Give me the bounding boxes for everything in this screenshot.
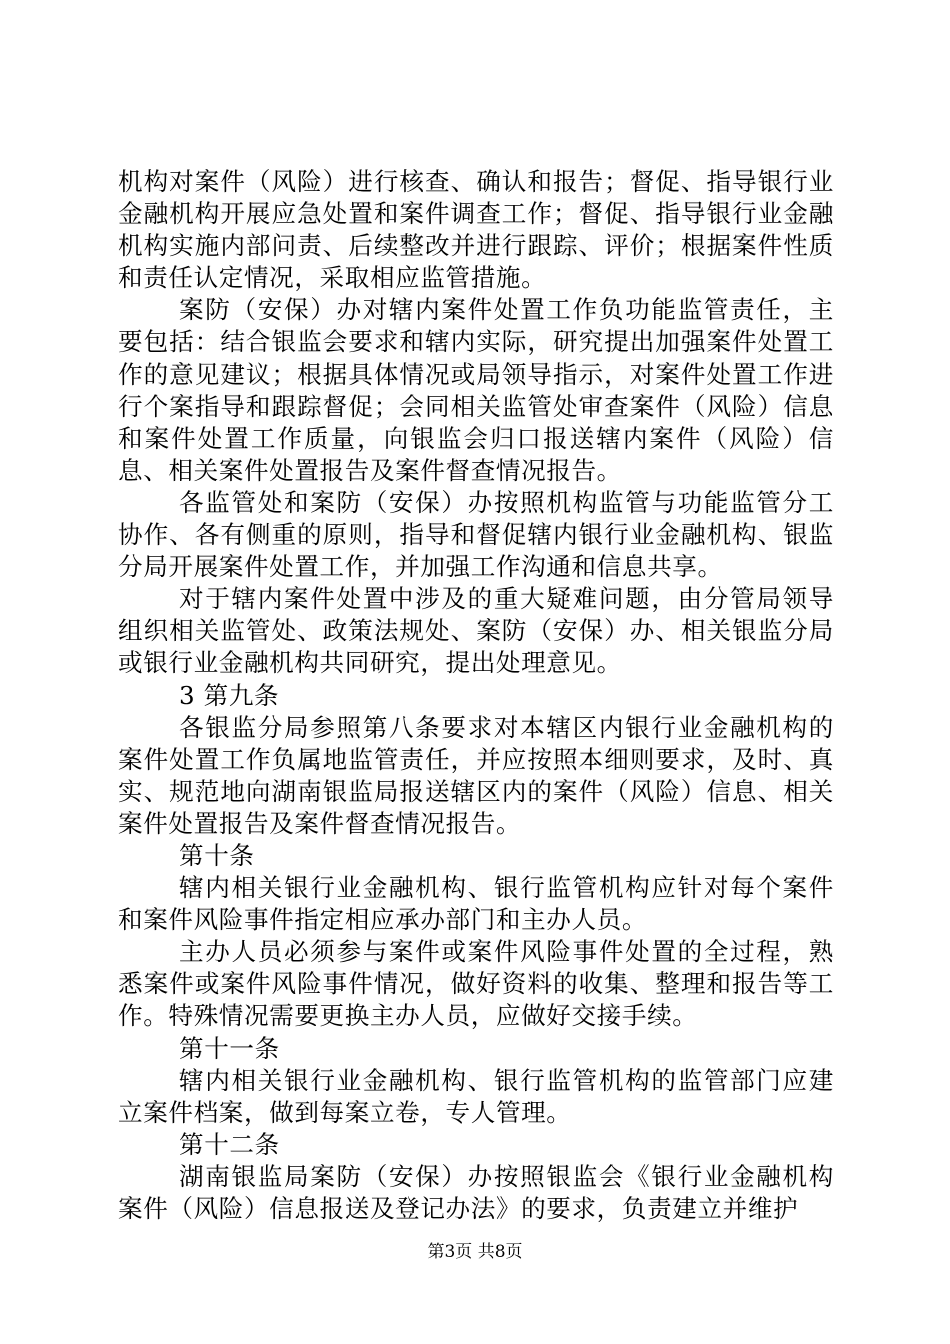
page-number-footer: 第3页 共8页 bbox=[427, 1242, 523, 1262]
article-heading: 第十一条 bbox=[179, 1033, 280, 1063]
paragraph: 各监管处和案防（安保）办按照机构监管与功能监管分工协作、各有侧重的原则，指导和督促辖内银行业金融机构、银监分局开展案件处置工作，并加强工作沟通和信息共享。 bbox=[118, 487, 834, 582]
paragraph: 对于辖内案件处置中涉及的重大疑难问题，由分管局领导组织相关监管处、政策法规处、案防（安保）办、相关银监分局或银行业金融机构共同研究，提出处理意见。 bbox=[118, 584, 834, 678]
paragraph: 湖南银监局案防（安保）办按照银监会《银行业金融机构案件（风险）信息报送及登记办法》的要求，负责建立并维护 bbox=[118, 1161, 834, 1223]
paragraph: 案防（安保）办对辖内案件处置工作负功能监管责任，主要包括：结合银监会要求和辖内实际，研究提出加强案件处置工作的意见建议；根据具体情况或局领导指示，对案件处置工作进行个案指导和跟踪督促；会同相关监管处审查案件（风险）信息和案件处置工作质量，向银监会归口报送辖内案件（风险）信息、相关案件处置报告及案件督查情况报告。 bbox=[118, 295, 834, 485]
paragraph: 机构对案件（风险）进行核查、确认和报告；督促、指导银行业金融机构开展应急处置和案件调查工作；督促、指导银行业金融机构实施内部问责、后续整改并进行跟踪、评价；根据案件性质和责任认定情况，采取相应监管措施。 bbox=[118, 167, 834, 293]
document-body bbox=[118, 166, 834, 1225]
article-heading: 3 第九条 bbox=[179, 680, 280, 710]
paragraph: 各银监分局参照第八条要求对本辖区内银行业金融机构的案件处置工作负属地监管责任，并应按照本细则要求，及时、真实、规范地向湖南银监局报送辖区内的案件（风险）信息、相关案件处置报告及案件督查情况报告。 bbox=[118, 712, 834, 838]
article-heading: 第十二条 bbox=[179, 1129, 280, 1159]
article-heading: 第十条 bbox=[179, 840, 255, 870]
paragraph: 辖内相关银行业金融机构、银行监管机构应针对每个案件和案件风险事件指定相应承办部门和主办人员。 bbox=[118, 873, 834, 935]
paragraph: 辖内相关银行业金融机构、银行监管机构的监管部门应建立案件档案，做到每案立卷，专人管理。 bbox=[118, 1065, 834, 1127]
paragraph: 主办人员必须参与案件或案件风险事件处置的全过程，熟悉案件或案件风险事件情况，做好资料的收集、整理和报告等工作。特殊情况需要更换主办人员，应做好交接手续。 bbox=[118, 937, 834, 1031]
